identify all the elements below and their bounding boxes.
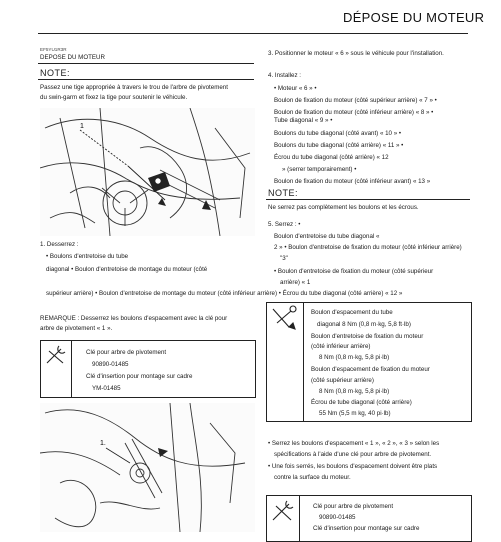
bullet-1: • Serrez les boulons d'espacement « 1 », « 2 », « 3 » selon les	[268, 440, 440, 447]
callout-label: 1	[80, 123, 84, 130]
tool2-name-2: Clé d'insertion pour montage sur cadre	[313, 525, 420, 532]
bullet-1-cont: spécifications à l'aide d'une clé pour arbre de pivotement.	[274, 451, 432, 458]
install-item-7: Écrou du tube diagonal (côté arrière) « 12	[274, 154, 389, 161]
section-title: DEPOSE DU MOTEUR	[40, 54, 105, 61]
torque-line-9: Écrou de tube diagonal (côté arrière)	[311, 399, 412, 406]
torque-line-2: diagonal 8 Nm (0,8 m·kg, 5,8 ft·lb)	[317, 321, 411, 328]
pivot-illustration	[40, 403, 255, 532]
install-item-2: Boulon de fixation du moteur (côté supérieur arrière) « 7 » •	[274, 97, 437, 104]
install-item-3: Boulon de fixation du moteur (côté inférieur arrière) « 8 » •	[274, 109, 434, 116]
tighten-item-2: 2 » • Boulon d'entretoise de fixation du moteur (côté inférieur arrière)	[274, 244, 462, 251]
torque-line-6: Boulon d'espacement de fixation du moteur	[311, 366, 430, 373]
step-1: 1. Desserrez :	[40, 241, 79, 248]
step-1-item-cont: diagonal • Boulon d'entretoise de montage du moteur (côté	[46, 266, 208, 273]
install-item-9: Boulon de fixation du moteur (côté inférieur avant) « 13 »	[274, 178, 431, 185]
install-item-1: • Moteur « 6 » •	[274, 85, 317, 92]
note-text-2: Ne serrez pas complètement les boulons et les écrous.	[268, 204, 419, 211]
special-tool-box-2	[266, 495, 472, 542]
torque-line-5: 8 Nm (0,8 m·kg, 5,8 pi·lb)	[319, 354, 390, 361]
step-5: 5. Serrez : •	[268, 221, 301, 228]
tighten-item-5: arrière) « 1	[280, 279, 311, 286]
frame-illustration	[40, 108, 255, 236]
special-tool-box	[40, 340, 256, 398]
note-label-2: NOTE:	[268, 188, 299, 198]
torque-line-1: Boulon d'espacement du tube	[311, 309, 393, 316]
torque-line-4: (côté inférieur arrière)	[311, 343, 371, 350]
step-1-item: • Boulons d'entretoise du tube	[46, 253, 129, 260]
note-label: NOTE:	[40, 68, 71, 78]
tool-name-2: Clé d'insertion pour montage sur cadre	[86, 373, 193, 380]
note-line-1: Passez une tige appropriée à travers le trou de l'arbre de pivotement	[40, 84, 228, 91]
callout-label-2: 1.	[100, 440, 106, 447]
page-title: DÉPOSE DU MOTEUR	[343, 10, 485, 25]
note-rule	[38, 79, 254, 80]
torque-line-3: Boulon d'entretoise de fixation du moteur	[311, 333, 424, 340]
note-rule-2	[266, 199, 470, 200]
motorcycle-frame-diagram	[40, 108, 255, 236]
tool-part-1: 90890-01485	[92, 361, 129, 368]
tighten-item-3: "3"	[280, 255, 288, 262]
section-rule	[38, 63, 254, 64]
reference-code: EF5YU1R3R	[40, 47, 67, 52]
wrench-icon	[41, 341, 72, 397]
step-1-item-cont-2: supérieur arrière) • Boulon d'entretoise de montage du moteur (côté inférieur arrière) • Écrou du tube diagonal (côté arrière) « 12 »	[46, 290, 403, 297]
install-item-8: » (serrer temporairement) •	[282, 166, 357, 173]
step-3: 3. Positionner le moteur « 6 » sous le véhicule pour l'installation.	[268, 50, 444, 57]
tool-name-1: Clé pour arbre de pivotement	[86, 349, 167, 356]
bullet-2: • Une fois serrés, les boulons d'espacement doivent être plats	[268, 463, 438, 470]
bullet-2-cont: contre la surface du moteur.	[274, 474, 351, 481]
tool-part-2: YM-01485	[92, 385, 121, 392]
wrench-icon-2	[267, 496, 300, 541]
install-item-6: Boulons du tube diagonal (côté arrière) « 11 » •	[274, 142, 404, 149]
torque-line-10: 55 Nm (5,5 m kg, 40 pi·lb)	[319, 410, 391, 417]
install-item-5: Boulons du tube diagonal (côté avant) « 10 » •	[274, 130, 402, 137]
tighten-item-4: • Boulon d'entretoise de fixation du moteur (côté supérieur	[274, 268, 434, 275]
remark-line-2: arbre de pivotement « 1 ».	[40, 325, 113, 332]
tool2-name-1: Clé pour arbre de pivotement	[313, 503, 394, 510]
step-4: 4. Installez :	[268, 72, 302, 79]
note-line-2: du swin-garm et fixez la tige pour soutenir le véhicule.	[40, 94, 188, 101]
tighten-item-1: Boulon d'entretoise du tube diagonal «	[274, 233, 380, 240]
torque-spec-box	[266, 302, 472, 422]
torque-line-8: 8 Nm (0,8 m·kg, 5,8 pi·lb)	[319, 388, 390, 395]
tool2-part-1: 90890-01485	[319, 514, 356, 521]
torque-line-7: (côté supérieur arrière)	[311, 377, 374, 384]
install-item-4: Tube diagonal « 9 » •	[274, 117, 333, 124]
remark-line-1: REMARQUE : Desserrez les boulons d'espacement avec la clé pour	[40, 315, 228, 322]
pivot-wrench-diagram	[40, 403, 255, 532]
header-rule	[38, 33, 468, 34]
torque-wrench-icon	[267, 303, 304, 421]
